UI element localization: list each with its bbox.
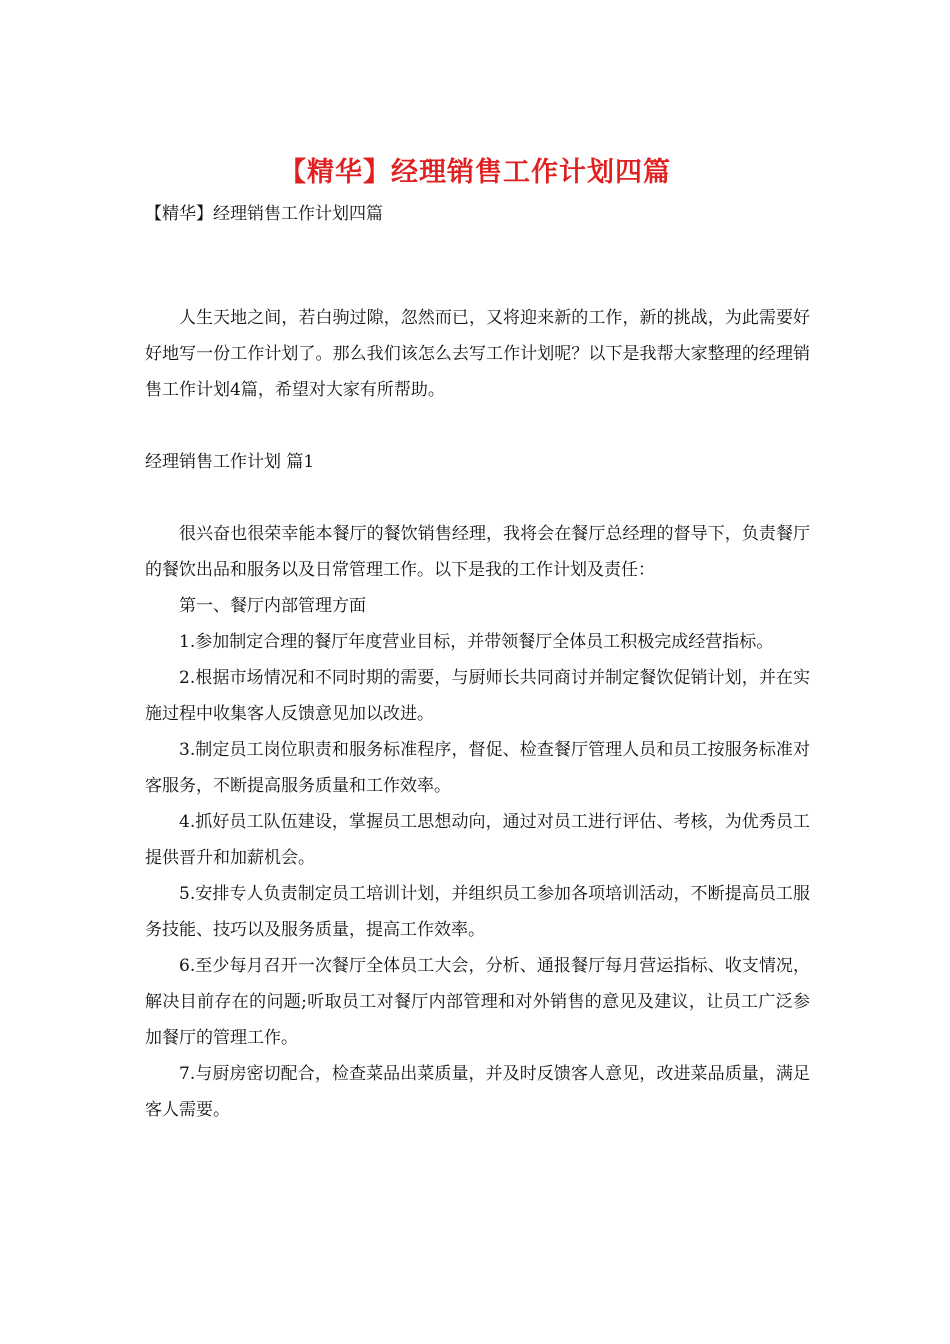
section-heading: 经理销售工作计划 篇1 — [145, 452, 315, 472]
document-body — [145, 300, 810, 1128]
list-item: 2.根据市场情况和不同时期的需要，与厨师长共同商讨并制定餐饮促销计划，并在实施过程中收集客人反馈意见加以改进。 — [145, 668, 810, 724]
list-item: 3.制定员工岗位职责和服务标准程序，督促、检查餐厅管理人员和员工按服务标准对客服务，不断提高服务质量和工作效率。 — [145, 740, 810, 796]
list-item: 6.至少每月召开一次餐厅全体员工大会，分析、通报餐厅每月营运指标、收支情况，解决目前存在的问题;听取员工对餐厅内部管理和对外销售的意见及建议，让员工广泛参加餐厅的管理工作。 — [145, 956, 810, 1048]
list-item: 4.抓好员工队伍建设，掌握员工思想动向，通过对员工进行评估、考核，为优秀员工提供晋升和加薪机会。 — [145, 812, 810, 868]
section-opening-paragraph: 很兴奋也很荣幸能本餐厅的餐饮销售经理，我将会在餐厅总经理的督导下，负责餐厅的餐饮出品和服务以及日常管理工作。以下是我的工作计划及责任： — [145, 524, 810, 580]
list-item: 5.安排专人负责制定员工培训计划，并组织员工参加各项培训活动，不断提高员工服务技能、技巧以及服务质量，提高工作效率。 — [145, 884, 810, 940]
document-title: 【精华】经理销售工作计划四篇 — [279, 157, 671, 188]
list-item: 1.参加制定合理的餐厅年度营业目标，并带领餐厅全体员工积极完成经营指标。 — [179, 632, 774, 652]
section-subheading: 第一、餐厅内部管理方面 — [179, 596, 366, 616]
list-item: 7.与厨房密切配合，检查菜品出菜质量，并及时反馈客人意见，改进菜品质量，满足客人需要。 — [145, 1064, 810, 1120]
intro-paragraph: 人生天地之间，若白驹过隙，忽然而已，又将迎来新的工作，新的挑战，为此需要好好地写一份工作计划了。那么我们该怎么去写工作计划呢？以下是我帮大家整理的经理销售工作计划4篇，希望对大家有所帮助。 — [145, 308, 810, 400]
document-subtitle: 【精华】经理销售工作计划四篇 — [145, 204, 383, 224]
